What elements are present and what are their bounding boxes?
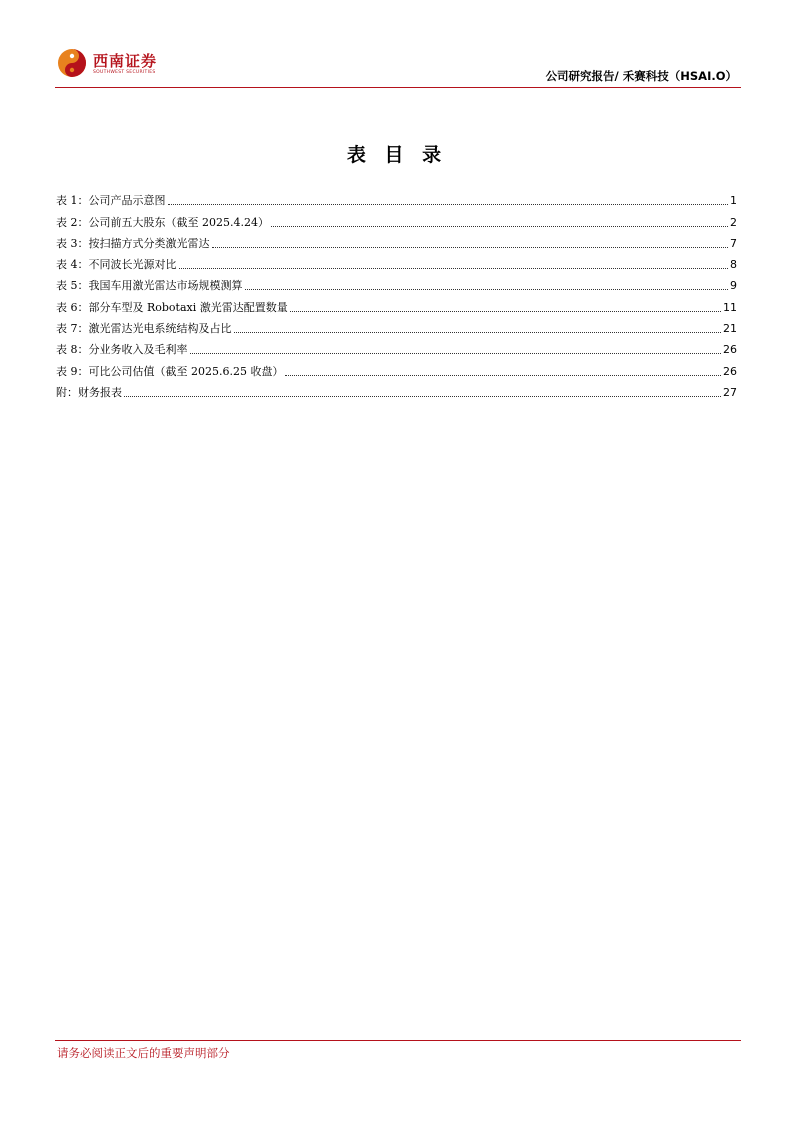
toc-leader-dots — [124, 395, 721, 397]
toc-title: 表 目 录 — [346, 144, 448, 166]
toc-entry[interactable] — [56, 251, 737, 272]
toc-leader-dots — [234, 331, 722, 333]
toc-entry[interactable] — [56, 230, 737, 251]
toc-entry[interactable] — [56, 187, 737, 208]
toc-entry[interactable] — [56, 315, 737, 336]
toc-entry[interactable] — [56, 272, 737, 293]
report-label: 公司研究报告/ 禾赛科技（HSAI.O） — [545, 69, 737, 83]
toc-entry-label[interactable]: 表 6：部分车型及 Robotaxi 激光雷达配置数量 — [56, 300, 288, 314]
header-divider — [55, 87, 741, 88]
toc-entry-page[interactable]: 26 — [723, 343, 737, 357]
toc-leader-dots — [168, 203, 729, 205]
toc-list — [56, 187, 737, 400]
toc-entry-page[interactable]: 27 — [723, 385, 737, 399]
toc-entry-page[interactable]: 2 — [730, 215, 737, 229]
toc-entry-page[interactable]: 11 — [723, 300, 737, 314]
toc-leader-dots — [212, 246, 729, 248]
toc-entry-page[interactable]: 1 — [730, 194, 737, 208]
toc-leader-dots — [245, 288, 729, 290]
toc-entry[interactable] — [56, 357, 737, 378]
toc-entry[interactable] — [56, 336, 737, 357]
toc-entry[interactable] — [56, 379, 737, 400]
logo-english-name: SOUTHWEST SECURITIES — [93, 70, 156, 75]
toc-leader-dots — [179, 267, 729, 269]
toc-entry-label[interactable]: 表 9：可比公司估值（截至 2025.6.25 收盘） — [56, 364, 284, 378]
logo-chinese-name: 西南证券 — [93, 52, 158, 70]
toc-leader-dots — [271, 225, 728, 227]
toc-entry-label[interactable]: 表 4：不同波长光源对比 — [56, 258, 177, 272]
toc-entry-page[interactable]: 7 — [730, 236, 737, 250]
toc-entry[interactable] — [56, 293, 737, 314]
toc-entry-label[interactable]: 附：财务报表 — [56, 385, 122, 399]
southwest-securities-logo-icon — [57, 48, 87, 78]
toc-entry-page[interactable]: 26 — [723, 364, 737, 378]
footer-disclaimer: 请务必阅读正文后的重要声明部分 — [57, 1046, 230, 1060]
toc-entry-label[interactable]: 表 3：按扫描方式分类激光雷达 — [56, 236, 210, 250]
toc-entry-label[interactable]: 表 7：激光雷达光电系统结构及占比 — [56, 322, 232, 336]
toc-entry-label[interactable]: 表 5：我国车用激光雷达市场规模测算 — [56, 279, 243, 293]
footer-divider — [55, 1040, 741, 1041]
toc-entry-label[interactable]: 表 2：公司前五大股东（截至 2025.4.24） — [56, 215, 269, 229]
toc-entry-page[interactable]: 9 — [730, 279, 737, 293]
toc-entry-page[interactable]: 8 — [730, 258, 737, 272]
company-logo — [55, 48, 175, 84]
page-header — [55, 42, 741, 88]
toc-entry[interactable] — [56, 208, 737, 229]
toc-leader-dots — [190, 352, 722, 354]
toc-entry-page[interactable]: 21 — [723, 322, 737, 336]
toc-entry-label[interactable]: 表 1：公司产品示意图 — [56, 194, 166, 208]
toc-leader-dots — [285, 374, 721, 376]
toc-entry-label[interactable]: 表 8：分业务收入及毛利率 — [56, 343, 188, 357]
toc-leader-dots — [290, 310, 721, 312]
